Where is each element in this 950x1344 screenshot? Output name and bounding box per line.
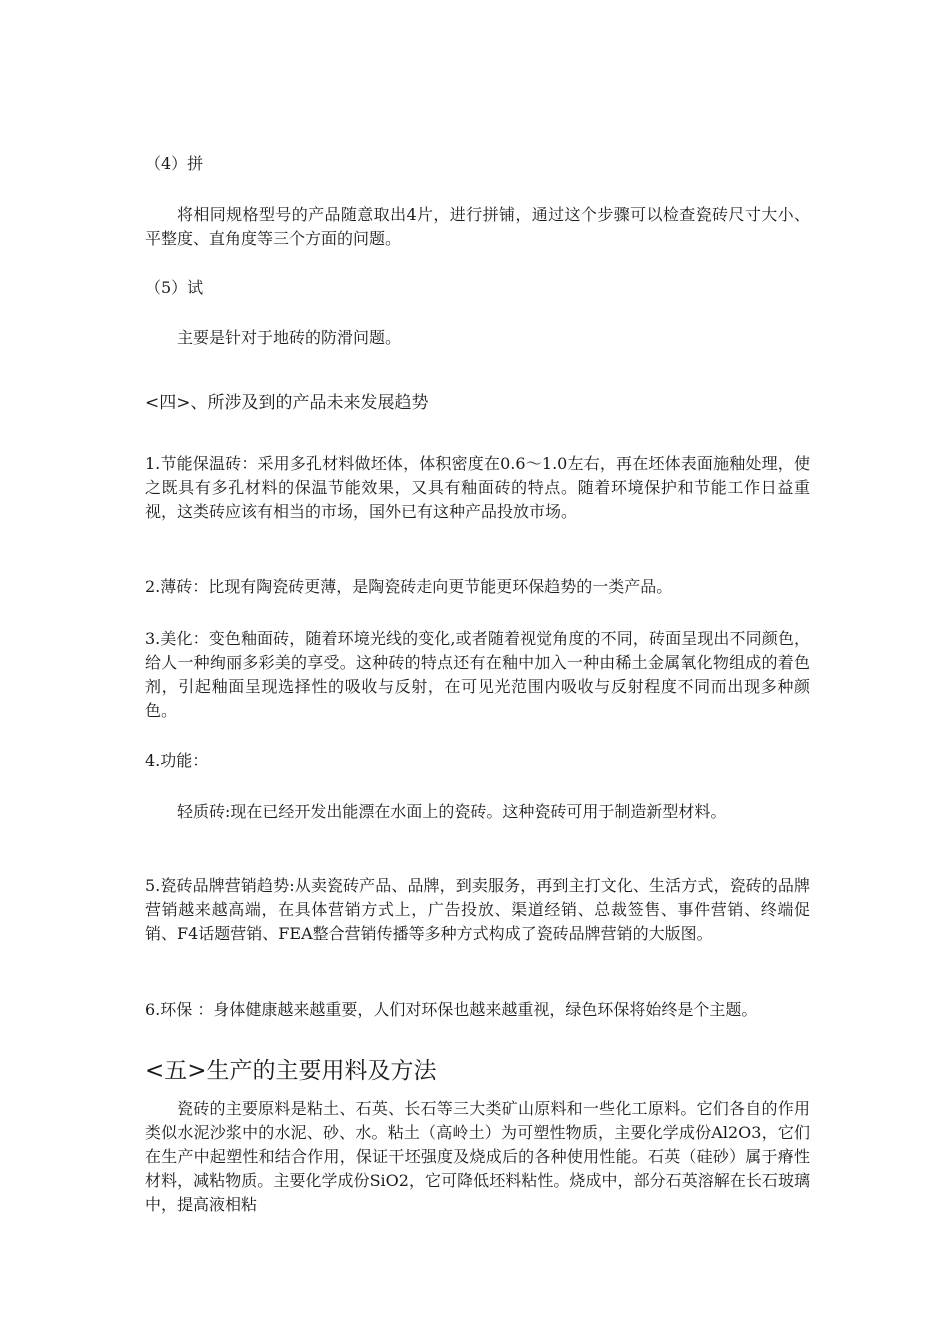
trend4-heading: 4.功能：: [145, 751, 209, 770]
item4-body: 将相同规格型号的产品随意取出4片，进行拼铺，通过这个步骤可以检查瓷砖尺寸大小、平整度、直角度等三个方面的问题。: [145, 205, 810, 248]
section4-heading: <四>、所涉及到的产品未来发展趋势: [145, 393, 429, 413]
item4-heading: （4）拼: [145, 154, 204, 173]
trend5-paragraph: 5.瓷砖品牌营销趋势:从卖瓷砖产品、品牌，到卖服务，再到主打文化、生活方式，瓷砖的品牌营销越来越高端，在具体营销方式上，广告投放、渠道经销、总裁签售、事件营销、终端促销、F4话题营销、FEA整合营销传播等多种方式构成了瓷砖品牌营销的大版图。: [145, 876, 810, 943]
item5-body: 主要是针对于地砖的防滑问题。: [177, 328, 402, 347]
trend3-paragraph: 3.美化：变色釉面砖，随着环境光线的变化,或者随着视觉角度的不同，砖面呈现出不同颜色，给人一种绚丽多彩美的享受。这种砖的特点还有在釉中加入一种由稀土金属氧化物组成的着色剂，引起釉面呈现选择性的吸收与反射，在可见光范围内吸收与反射程度不同而出现多种颜色。: [145, 629, 810, 720]
trend4-body: 轻质砖:现在已经开发出能漂在水面上的瓷砖。这种瓷砖可用于制造新型材料。: [177, 802, 727, 821]
section5-heading: <五>生产的主要用料及方法: [145, 1058, 437, 1084]
item5-heading: （5）试: [145, 278, 204, 297]
trend2-paragraph: 2.薄砖：比现有陶瓷砖更薄，是陶瓷砖走向更节能更环保趋势的一类产品。: [145, 577, 673, 596]
section5-body: 瓷砖的主要原料是粘土、石英、长石等三大类矿山原料和一些化工原料。它们各自的作用类似水泥沙浆中的水泥、砂、水。粘土（高岭土）为可塑性物质，主要化学成份Al2O3，它们在生产中起塑性和结合作用，保证干坯强度及烧成后的各种使用性能。石英（硅砂）属于瘠性材料，减粘物质。主要化学成份SiO2，它可降低坯料粘性。烧成中，部分石英溶解在长石玻璃中，提高液相粘: [145, 1099, 810, 1214]
trend6-paragraph: 6.环保 ：身体健康越来越重要，人们对环保也越来越重视，绿色环保将始终是个主题。: [145, 1000, 758, 1019]
trend1-paragraph: 1.节能保温砖：采用多孔材料做坯体，体积密度在0.6～1.0左右，再在坯体表面施釉处理，使之既具有多孔材料的保温节能效果，又具有釉面砖的特点。随着环境保护和节能工作日益重视，这类砖应该有相当的市场，国外已有这种产品投放市场。: [145, 454, 810, 521]
